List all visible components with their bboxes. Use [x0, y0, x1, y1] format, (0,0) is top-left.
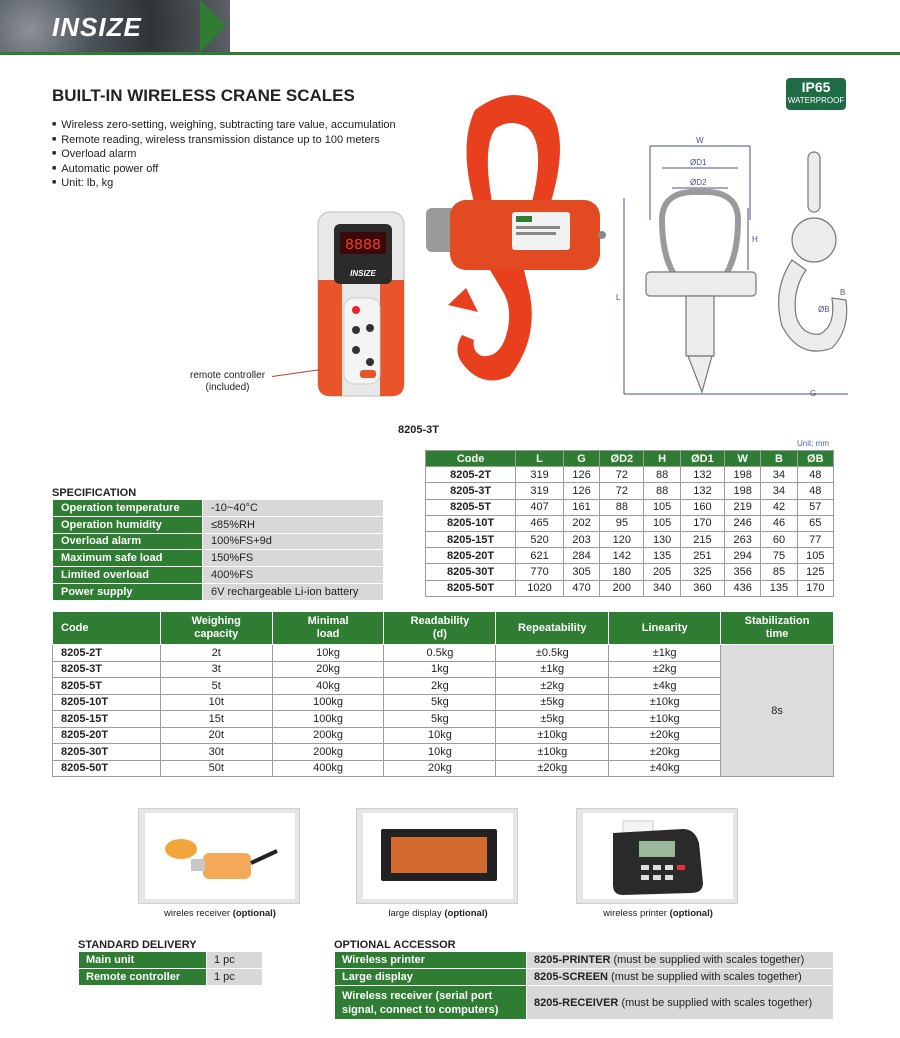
accessory-row	[335, 986, 834, 1020]
spec-row	[53, 516, 384, 533]
optional-accessories-table	[334, 951, 834, 1020]
dim-label-b: B	[840, 288, 846, 297]
table-cell: 400kg	[272, 760, 384, 777]
printer-image-frame	[576, 808, 738, 904]
header-line: Linearity	[641, 621, 688, 634]
badge-subtitle: WATERPROOF	[787, 96, 845, 105]
caption-name: wireles receiver	[164, 908, 231, 919]
table-row	[426, 531, 834, 547]
table-cell: 126	[563, 467, 599, 483]
table-cell: 75	[761, 548, 797, 564]
table-cell: 30t	[160, 744, 272, 761]
table-cell: 319	[516, 467, 564, 483]
dim-label-w: W	[696, 136, 704, 145]
accessory-code: 8205-RECEIVER	[534, 996, 619, 1009]
accessory-note: (must be supplied with scales together)	[611, 971, 802, 983]
row-code: 8205-2T	[426, 467, 516, 483]
badge-title: IP65	[801, 79, 831, 95]
spec-row	[53, 567, 384, 584]
delivery-qty: 1 pc	[207, 969, 263, 986]
feature-list	[52, 118, 396, 191]
table-cell: 95	[600, 515, 644, 531]
caption-name: wireless printer	[603, 908, 667, 919]
spec-label: Maximum safe load	[53, 550, 203, 567]
table-cell: 215	[680, 531, 724, 547]
table-cell: 198	[725, 483, 761, 499]
column-header-capacity	[160, 612, 272, 645]
table-cell: 251	[680, 548, 724, 564]
header-banner	[0, 0, 900, 56]
table-cell: 46	[761, 515, 797, 531]
spec-value: ≤85%RH	[203, 516, 384, 533]
feature-item: ■ Remote reading, wireless transmission distance up to 100 meters	[52, 133, 396, 148]
row-code: 8205-3T	[53, 661, 161, 678]
table-header-row	[53, 612, 834, 645]
table-cell: 170	[797, 580, 833, 596]
table-cell: 72	[600, 467, 644, 483]
column-header-linearity	[609, 612, 721, 645]
spec-row	[53, 500, 384, 517]
table-cell: ±5kg	[496, 711, 609, 728]
column-header: ØB	[797, 451, 833, 467]
row-code: 8205-15T	[53, 711, 161, 728]
table-cell: 48	[797, 467, 833, 483]
accessory-value	[527, 986, 834, 1020]
dim-label-d2: ØD2	[690, 178, 707, 187]
printer-caption	[558, 908, 758, 919]
table-cell: 50t	[160, 760, 272, 777]
table-cell: 20kg	[384, 760, 496, 777]
accessory-row	[335, 952, 834, 969]
table-cell: 2t	[160, 645, 272, 662]
table-cell: ±10kg	[609, 694, 721, 711]
optional-accessories-heading: OPTIONAL ACCESSOR	[334, 939, 456, 951]
table-cell: 170	[680, 515, 724, 531]
remote-callout-label	[190, 370, 265, 394]
table-row	[53, 678, 834, 695]
table-cell: 219	[725, 499, 761, 515]
table-cell: ±0.5kg	[496, 645, 609, 662]
accessory-row	[335, 969, 834, 986]
table-cell: ±10kg	[496, 744, 609, 761]
table-cell: ±1kg	[496, 661, 609, 678]
table-row	[53, 711, 834, 728]
spec-label: Overload alarm	[53, 533, 203, 550]
callout-line1: remote controller	[190, 370, 266, 381]
table-cell: 132	[680, 483, 724, 499]
table-cell: 1kg	[384, 661, 496, 678]
table-cell: 200kg	[272, 727, 384, 744]
callout-line2: (included)	[205, 382, 250, 393]
table-cell: 34	[761, 467, 797, 483]
receiver-image-frame	[138, 808, 300, 904]
table-cell: 356	[725, 564, 761, 580]
specification-table-body	[53, 500, 384, 601]
table-cell: 85	[761, 564, 797, 580]
table-cell: 65	[797, 515, 833, 531]
model-label: 8205-3T	[398, 424, 439, 436]
table-cell: 10t	[160, 694, 272, 711]
table-cell: 10kg	[384, 727, 496, 744]
usb-receiver-icon	[145, 813, 295, 899]
table-cell: 305	[563, 564, 599, 580]
table-cell: 3t	[160, 661, 272, 678]
header-line: Weighing	[191, 615, 241, 627]
dim-label-d1: ØD1	[690, 158, 707, 167]
header-line: Repeatability	[518, 621, 587, 634]
table-cell: 465	[516, 515, 564, 531]
table-cell: 72	[600, 483, 644, 499]
large-display-icon	[363, 813, 513, 899]
ip65-badge	[786, 78, 846, 110]
table-cell: 203	[563, 531, 599, 547]
table-cell: ±20kg	[496, 760, 609, 777]
table-cell: 142	[600, 548, 644, 564]
dim-label-l: L	[616, 293, 621, 302]
spec-value: 6V rechargeable Li-ion battery	[203, 583, 384, 600]
column-header-repeatability	[496, 612, 609, 645]
table-cell: 263	[725, 531, 761, 547]
unit-label: Unit: mm	[797, 439, 829, 448]
table-cell: 407	[516, 499, 564, 515]
table-cell: 284	[563, 548, 599, 564]
table-cell: 77	[797, 531, 833, 547]
table-cell: 10kg	[384, 744, 496, 761]
crane-scale-image	[420, 90, 610, 390]
header-line: Code	[61, 621, 89, 634]
table-row	[426, 580, 834, 596]
column-header: H	[644, 451, 680, 467]
performance-table	[52, 611, 834, 777]
delivery-qty: 1 pc	[207, 952, 263, 969]
table-row	[426, 548, 834, 564]
table-row	[53, 760, 834, 777]
table-cell: 2kg	[384, 678, 496, 695]
delivery-label: Main unit	[79, 952, 207, 969]
table-cell: 621	[516, 548, 564, 564]
accessory-value	[527, 952, 834, 969]
table-cell: 34	[761, 483, 797, 499]
display-image-frame	[356, 808, 518, 904]
spec-value: 150%FS	[203, 550, 384, 567]
table-row	[53, 661, 834, 678]
remote-display-text: 8888	[344, 237, 382, 254]
column-header: L	[516, 451, 564, 467]
row-code: 8205-10T	[53, 694, 161, 711]
table-cell: ±5kg	[496, 694, 609, 711]
table-cell: 126	[563, 483, 599, 499]
table-cell: 5kg	[384, 711, 496, 728]
dim-label-db: ØB	[818, 305, 830, 314]
spec-row	[53, 533, 384, 550]
table-cell: 130	[644, 531, 680, 547]
column-header-stabilization	[721, 612, 834, 645]
accessory-label: Wireless receiver (serial port signal, connect to computers)	[335, 986, 527, 1020]
table-cell: 180	[600, 564, 644, 580]
row-code: 8205-50T	[426, 580, 516, 596]
remote-logo-text: INSIZE	[350, 269, 376, 278]
spec-value: 400%FS	[203, 567, 384, 584]
table-cell: 470	[563, 580, 599, 596]
table-cell: ±10kg	[496, 727, 609, 744]
table-cell: 200kg	[272, 744, 384, 761]
table-cell: 325	[680, 564, 724, 580]
accessory-note: (must be supplied with scales together)	[613, 954, 805, 966]
delivery-row	[79, 952, 263, 969]
spec-row	[53, 583, 384, 600]
display-image	[363, 813, 513, 899]
table-cell: 120	[600, 531, 644, 547]
dimensions-table	[425, 450, 834, 597]
receiver-caption	[120, 908, 320, 919]
header-line: Minimal	[307, 615, 349, 627]
remote-controller-image	[316, 210, 408, 398]
table-row	[53, 727, 834, 744]
table-cell: 100kg	[272, 711, 384, 728]
row-code: 8205-5T	[426, 499, 516, 515]
table-cell: 100kg	[272, 694, 384, 711]
row-code: 8205-20T	[426, 548, 516, 564]
delivery-label: Remote controller	[79, 969, 207, 986]
table-row	[426, 515, 834, 531]
table-cell: 5kg	[384, 694, 496, 711]
standard-delivery-table	[78, 951, 263, 986]
delivery-row	[79, 969, 263, 986]
header-line: (d)	[432, 628, 447, 640]
table-cell: 360	[680, 580, 724, 596]
spec-label: Operation temperature	[53, 500, 203, 517]
table-cell: 770	[516, 564, 564, 580]
column-header: ØD2	[600, 451, 644, 467]
feature-item: ■ Wireless zero-setting, weighing, subtracting tare value, accumulation	[52, 118, 396, 133]
spec-value: 100%FS+9d	[203, 533, 384, 550]
table-cell: ±10kg	[609, 711, 721, 728]
accessory-code: 8205-PRINTER	[534, 954, 611, 966]
specification-table	[52, 499, 384, 601]
header-divider	[0, 52, 900, 55]
table-cell: ±20kg	[609, 727, 721, 744]
table-cell: ±4kg	[609, 678, 721, 695]
table-cell: 246	[725, 515, 761, 531]
header-line: load	[316, 628, 340, 640]
performance-table-body	[53, 645, 834, 777]
table-cell: 20kg	[272, 661, 384, 678]
feature-item: ■ Automatic power off	[52, 162, 396, 177]
dim-label-g: G	[810, 389, 817, 398]
specification-heading: SPECIFICATION	[52, 487, 137, 499]
table-cell: 57	[797, 499, 833, 515]
column-header: ØD1	[680, 451, 724, 467]
dimensions-table-body	[426, 467, 834, 597]
header-line: capacity	[194, 628, 239, 640]
spec-value: -10~40°C	[203, 500, 384, 517]
table-cell: 15t	[160, 711, 272, 728]
row-code: 8205-15T	[426, 531, 516, 547]
table-row	[426, 564, 834, 580]
column-header-readability	[384, 612, 496, 645]
stabilization-time-cell: 8s	[721, 645, 834, 777]
row-code: 8205-5T	[53, 678, 161, 695]
table-cell: 200	[600, 580, 644, 596]
table-cell: 1020	[516, 580, 564, 596]
table-cell: 135	[644, 548, 680, 564]
row-code: 8205-10T	[426, 515, 516, 531]
table-cell: 88	[644, 467, 680, 483]
table-cell: 436	[725, 580, 761, 596]
table-cell: 198	[725, 467, 761, 483]
dimension-diagram	[610, 130, 860, 400]
accessory-label: Large display	[335, 969, 527, 986]
standard-delivery-heading: STANDARD DELIVERY	[78, 939, 197, 951]
row-code: 8205-30T	[53, 744, 161, 761]
table-cell: 135	[761, 580, 797, 596]
column-header-min-load	[272, 612, 384, 645]
table-cell: 160	[680, 499, 724, 515]
table-cell: 10kg	[272, 645, 384, 662]
dim-label-h: H	[752, 235, 758, 244]
table-row	[53, 744, 834, 761]
brand-logo: INSIZE	[52, 12, 142, 42]
table-cell: 294	[725, 548, 761, 564]
table-cell: 319	[516, 483, 564, 499]
optional-accessories-body	[335, 952, 834, 1020]
header-line: Stabilization	[744, 615, 810, 627]
table-cell: 40kg	[272, 678, 384, 695]
table-cell: 105	[644, 499, 680, 515]
table-cell: 88	[644, 483, 680, 499]
table-cell: 42	[761, 499, 797, 515]
table-cell: 20t	[160, 727, 272, 744]
spec-label: Limited overload	[53, 567, 203, 584]
accessory-note: (must be supplied with scales together)	[621, 996, 813, 1009]
table-cell: 125	[797, 564, 833, 580]
table-cell: 88	[600, 499, 644, 515]
table-header-row	[426, 451, 834, 467]
table-cell: ±20kg	[609, 744, 721, 761]
row-code: 8205-50T	[53, 760, 161, 777]
spec-label: Operation humidity	[53, 516, 203, 533]
column-header: G	[563, 451, 599, 467]
table-cell: ±40kg	[609, 760, 721, 777]
table-cell: 0.5kg	[384, 645, 496, 662]
table-row	[53, 694, 834, 711]
table-cell: 205	[644, 564, 680, 580]
feature-item: ■ Overload alarm	[52, 147, 396, 162]
caption-suffix: (optional)	[444, 908, 488, 919]
caption-suffix: (optional)	[232, 908, 276, 919]
table-cell: 105	[797, 548, 833, 564]
table-cell: 132	[680, 467, 724, 483]
table-row	[53, 645, 834, 662]
table-cell: 105	[644, 515, 680, 531]
table-cell: 520	[516, 531, 564, 547]
header-line: time	[765, 628, 789, 640]
column-header: W	[725, 451, 761, 467]
caption-suffix: (optional)	[669, 908, 713, 919]
row-code: 8205-30T	[426, 564, 516, 580]
feature-item: ■ Unit: lb, kg	[52, 176, 396, 191]
spec-label: Power supply	[53, 583, 203, 600]
table-row	[426, 467, 834, 483]
receiver-image	[145, 813, 295, 899]
header-line: Readability	[410, 615, 470, 627]
table-cell: 5t	[160, 678, 272, 695]
display-caption	[338, 908, 538, 919]
table-row	[426, 499, 834, 515]
table-cell: ±2kg	[496, 678, 609, 695]
printer-icon	[583, 813, 733, 899]
table-cell: 48	[797, 483, 833, 499]
table-cell: 340	[644, 580, 680, 596]
caption-name: large display	[388, 908, 442, 919]
table-cell: ±2kg	[609, 661, 721, 678]
spec-row	[53, 550, 384, 567]
column-header: Code	[426, 451, 516, 467]
column-header: B	[761, 451, 797, 467]
column-header-code	[53, 612, 161, 645]
accessory-label: Wireless printer	[335, 952, 527, 969]
header-arrow-shape	[200, 0, 226, 52]
table-cell: ±1kg	[609, 645, 721, 662]
standard-delivery-body	[79, 952, 263, 986]
accessory-value	[527, 969, 834, 986]
callout-line	[272, 369, 322, 377]
table-cell: 161	[563, 499, 599, 515]
row-code: 8205-20T	[53, 727, 161, 744]
table-row	[426, 483, 834, 499]
page-title: BUILT-IN WIRELESS CRANE SCALES	[52, 86, 355, 105]
printer-image	[583, 813, 733, 899]
row-code: 8205-2T	[53, 645, 161, 662]
accessory-code: 8205-SCREEN	[534, 971, 608, 983]
table-cell: 202	[563, 515, 599, 531]
row-code: 8205-3T	[426, 483, 516, 499]
table-cell: 60	[761, 531, 797, 547]
